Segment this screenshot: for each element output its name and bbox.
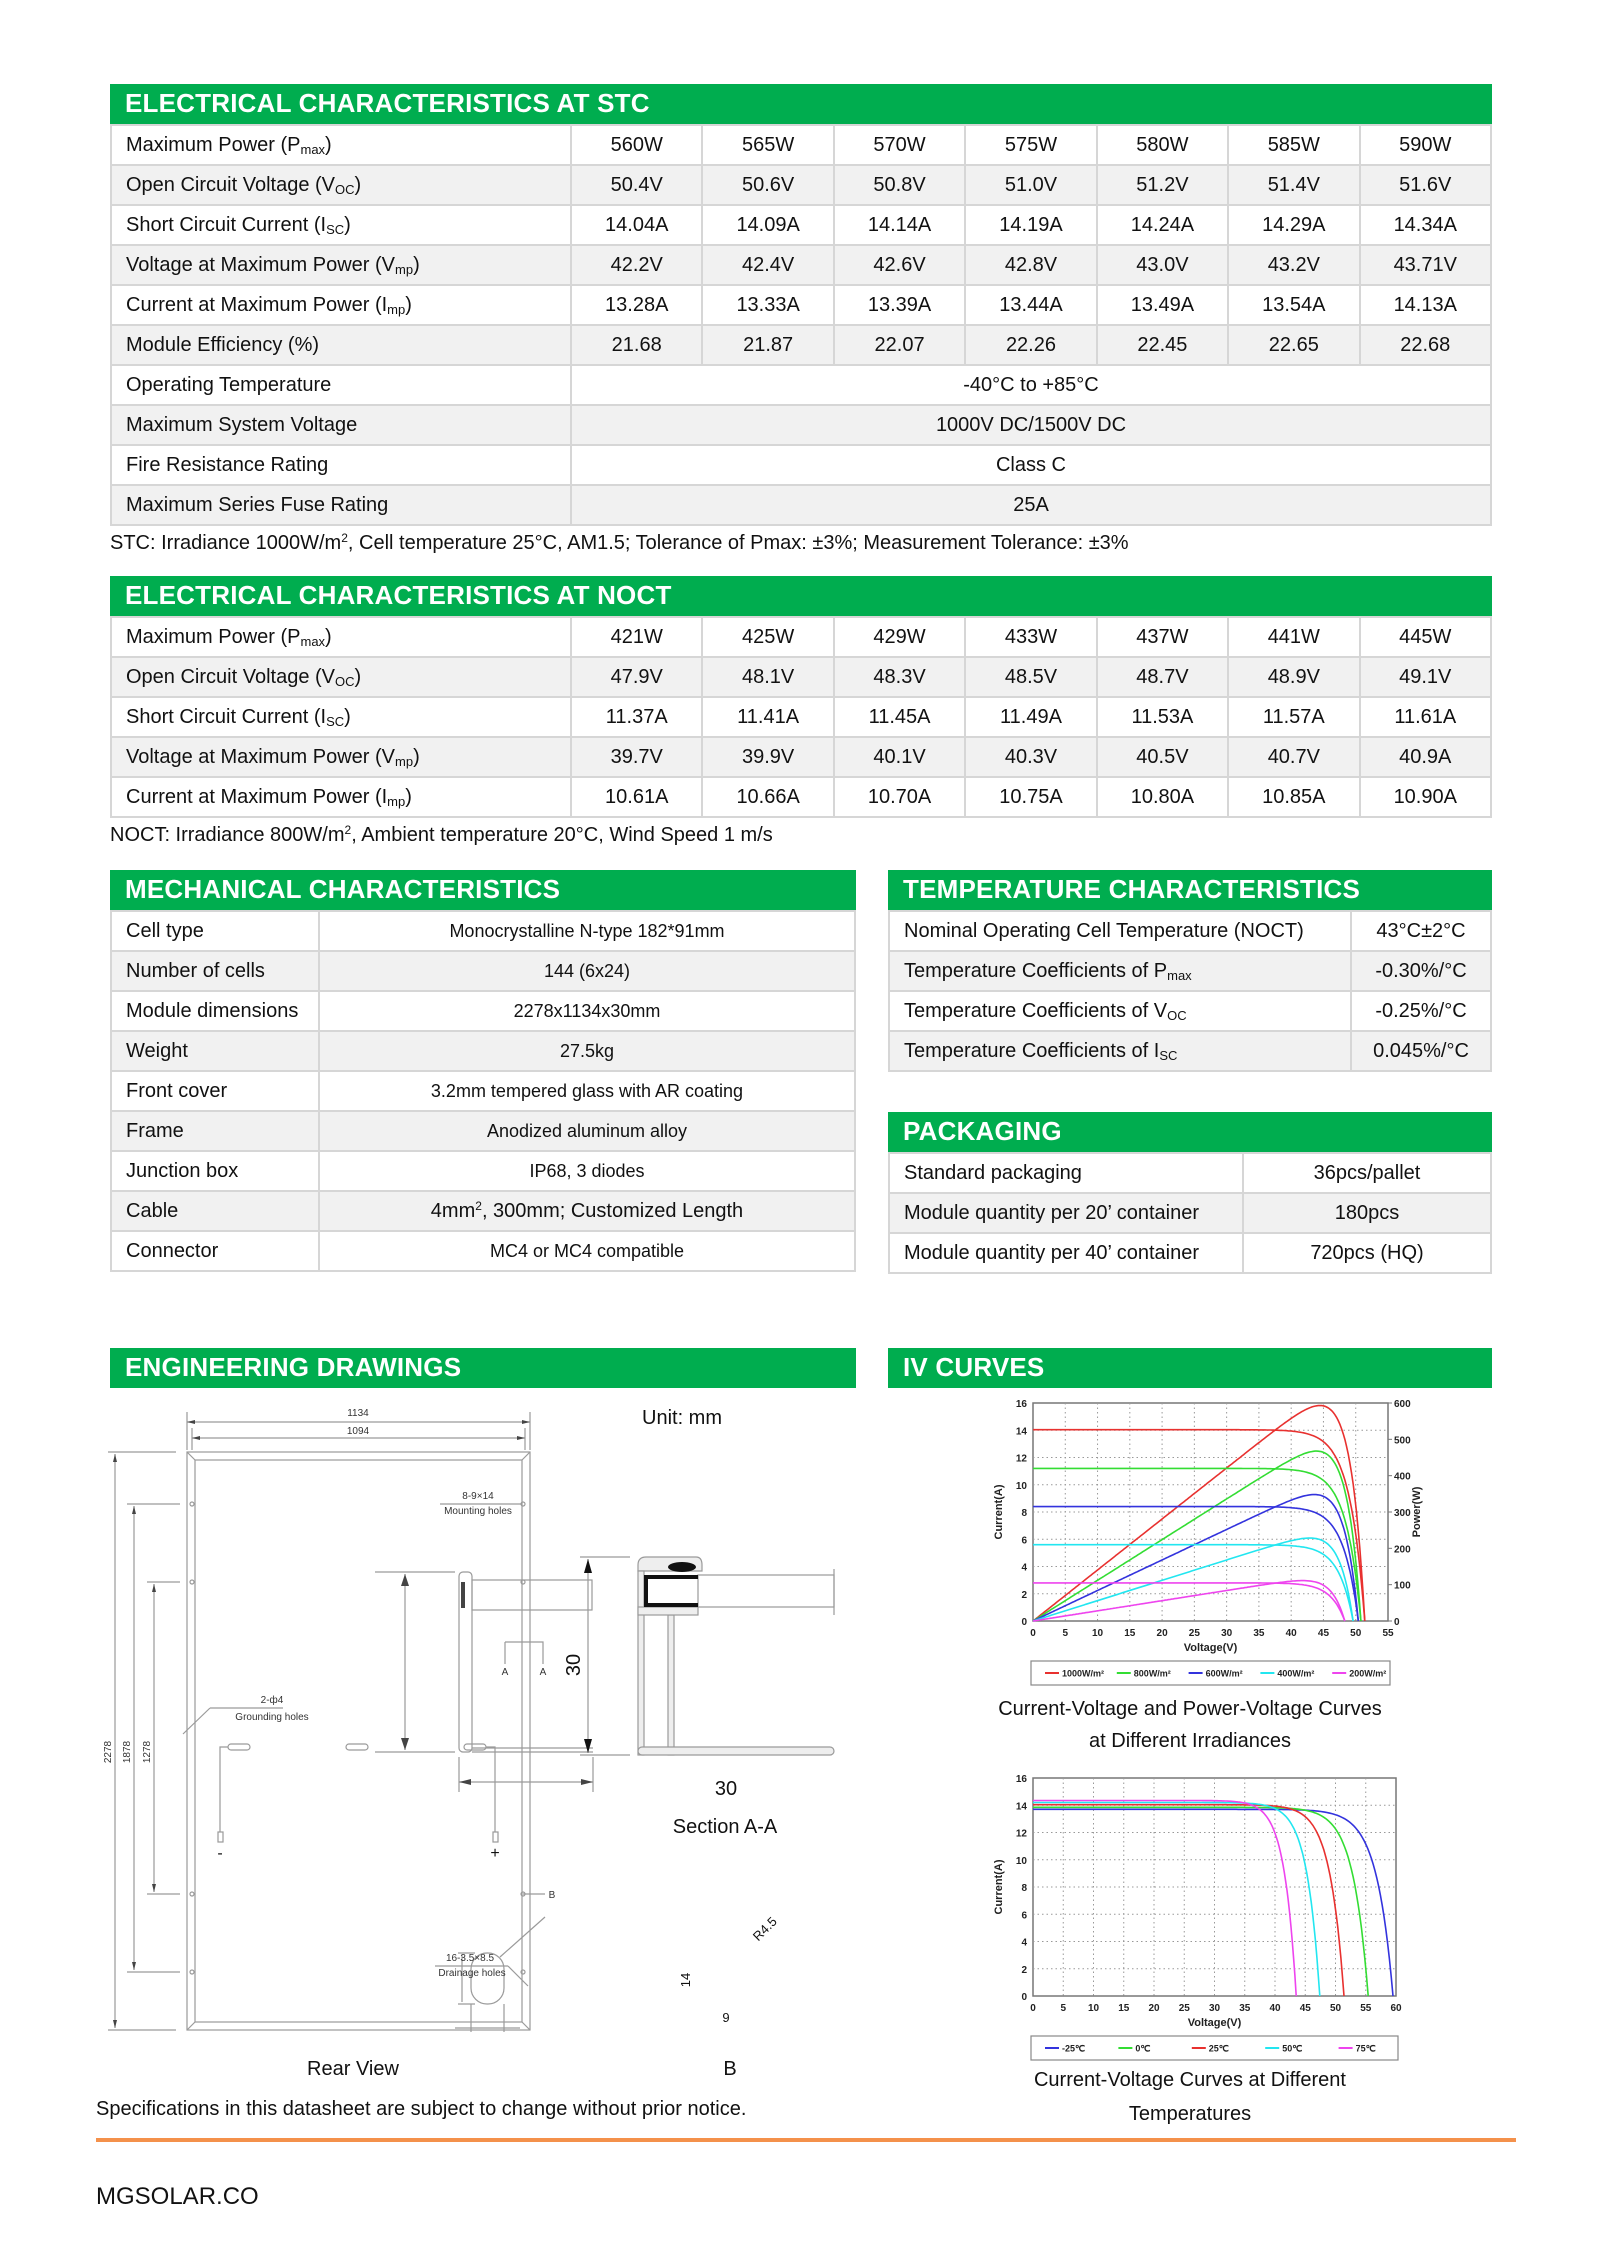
- b-marker: B: [548, 1890, 556, 1901]
- y-tick-label: 12: [1015, 1828, 1027, 1840]
- value-cell: 40.9A: [1360, 737, 1491, 777]
- value-cell: 590W: [1360, 125, 1491, 165]
- y-tick-label: 8: [1021, 1883, 1027, 1894]
- section-marker-a-left: A: [501, 1667, 509, 1678]
- table-row: [889, 1193, 1491, 1233]
- value-cell: 40.7V: [1228, 737, 1359, 777]
- value-cell: 585W: [1228, 125, 1359, 165]
- value-cell: IP68, 3 diodes: [319, 1151, 855, 1191]
- rear-frame-outer: [187, 1452, 530, 2030]
- value-cell: 14.34A: [1360, 205, 1491, 245]
- table-row: [111, 911, 855, 951]
- y-tick-label: 0: [1021, 1617, 1027, 1628]
- x-tick-label: 10: [1091, 1628, 1104, 1639]
- legend-label: 200W/m²: [1349, 1668, 1387, 1679]
- row-label: Voltage at Maximum Power $(V_{mp})$: [111, 737, 571, 777]
- section-marker-a-right: A: [539, 1667, 547, 1678]
- value-cell: 14.29A: [1228, 205, 1359, 245]
- row-label: Nominal Operating Cell Temperature (NOCT): [889, 911, 1351, 951]
- x-tick-label: 30: [1208, 2003, 1221, 2014]
- row-label: Maximum Power $(P_{max})$: [111, 617, 571, 657]
- legend-label: 1000W/m²: [1062, 1668, 1105, 1679]
- value-cell: 51.4V: [1228, 165, 1359, 205]
- value-cell: 27.5kg: [319, 1031, 855, 1071]
- value-cell: 421W: [571, 617, 702, 657]
- b-width: 9: [722, 2010, 730, 2025]
- row-label: Junction box: [111, 1151, 319, 1191]
- x-tick-label: 0: [1030, 1628, 1036, 1639]
- value-cell: 43°C±2°C: [1351, 911, 1491, 951]
- stc-section: [110, 84, 1492, 555]
- value-cell: 51.6V: [1360, 165, 1491, 205]
- x-tick-label: 20: [1148, 2003, 1160, 2014]
- y-tick-label: 8: [1021, 1508, 1027, 1519]
- y-tick-label: 16: [1015, 1774, 1027, 1785]
- minus-terminal: -: [217, 1845, 223, 1862]
- value-cell: 48.5V: [965, 657, 1096, 697]
- table-row: [111, 285, 1491, 325]
- legend-label: 600W/m²: [1205, 1668, 1243, 1679]
- noct-note: NOCT: Irradiance $800W/m^2$, Ambient temperature 20°C, Wind Speed 1 m/s: [110, 823, 773, 846]
- row-label: Module quantity per 20’ container: [889, 1193, 1243, 1233]
- x-tick-label: 45: [1317, 1628, 1330, 1639]
- temperature-section: [888, 870, 1492, 1072]
- value-cell: -40°C to +85°C: [571, 365, 1491, 405]
- stc-title: ELECTRICAL CHARACTERISTICS AT STC: [110, 84, 1492, 124]
- table-row: [111, 445, 1491, 485]
- row-label: Weight: [111, 1031, 319, 1071]
- y2-tick-label: 0: [1394, 1617, 1400, 1628]
- stc-table: [110, 124, 1492, 526]
- value-cell: 51.2V: [1097, 165, 1228, 205]
- table-row: [111, 205, 1491, 245]
- value-cell: Monocrystalline N-type 182*91mm: [319, 911, 855, 951]
- value-cell: 14.04A: [571, 205, 702, 245]
- y-tick-label: 10: [1015, 1855, 1027, 1867]
- packaging-section: [888, 1112, 1492, 1274]
- value-cell: 180pcs: [1243, 1193, 1491, 1233]
- y-tick-label: 14: [1015, 1426, 1027, 1438]
- value-cell: 48.9V: [1228, 657, 1359, 697]
- value-cell: 50.6V: [702, 165, 833, 205]
- x-tick-label: 55: [1382, 1628, 1394, 1639]
- value-cell: 22.07: [834, 325, 965, 365]
- iv-curves-title: IV CURVES: [888, 1348, 1492, 1388]
- table-row: [889, 1233, 1491, 1273]
- row-label: Maximum Power $(P_{max})$: [111, 125, 571, 165]
- temperature-table: [888, 910, 1492, 1072]
- value-cell: 14.09A: [702, 205, 833, 245]
- value-cell: 14.14A: [834, 205, 965, 245]
- table-row: [111, 697, 1491, 737]
- table-row: [111, 1031, 855, 1071]
- y-tick-label: 12: [1015, 1453, 1027, 1465]
- value-cell: 10.80A: [1097, 777, 1228, 817]
- legend-label: 0℃: [1135, 2043, 1151, 2054]
- y-tick-label: 6: [1021, 1910, 1027, 1922]
- dim-height-total: 2278: [103, 1740, 114, 1764]
- value-cell: 570W: [834, 125, 965, 165]
- value-cell: 11.37A: [571, 697, 702, 737]
- footer-rule: [96, 2138, 1516, 2142]
- packaging-title: PACKAGING: [888, 1112, 1492, 1152]
- value-cell: 437W: [1097, 617, 1228, 657]
- y-tick-label: 14: [1015, 1801, 1027, 1813]
- table-row: [111, 325, 1491, 365]
- legend-label: -25℃: [1062, 2043, 1086, 2054]
- x-tick-label: 25: [1178, 2003, 1190, 2014]
- b-radius: R4.5: [749, 1913, 780, 1944]
- value-cell: 40.5V: [1097, 737, 1228, 777]
- dim-height-1878: 1878: [122, 1740, 133, 1764]
- value-cell: 25A: [571, 485, 1491, 525]
- table-row: [889, 911, 1491, 951]
- y-axis-label: Current(A): [993, 1859, 1005, 1915]
- row-label: Module dimensions: [111, 991, 319, 1031]
- y-tick-label: 2: [1021, 1964, 1027, 1976]
- rear-frame-inner: [195, 1460, 522, 2022]
- table-row: [111, 1231, 855, 1271]
- noct-title: ELECTRICAL CHARACTERISTICS AT NOCT: [110, 576, 1492, 616]
- table-row: [111, 657, 1491, 697]
- value-cell: 425W: [702, 617, 833, 657]
- x-axis-label: Voltage(V): [1187, 2017, 1242, 2029]
- value-cell: 560W: [571, 125, 702, 165]
- row-label: Front cover: [111, 1071, 319, 1111]
- value-cell: 48.7V: [1097, 657, 1228, 697]
- mechanical-title: MECHANICAL CHARACTERISTICS: [110, 870, 856, 910]
- x-tick-label: 40: [1269, 2003, 1281, 2014]
- value-cell: 1000V DC/1500V DC: [571, 405, 1491, 445]
- section-height: 30: [563, 1653, 585, 1677]
- x-tick-label: 10: [1087, 2003, 1100, 2014]
- row-label: Maximum Series Fuse Rating: [111, 485, 571, 525]
- packaging-table: [888, 1152, 1492, 1274]
- section-profile-drawing: [580, 1555, 850, 1765]
- row-label: Open Circuit Voltage $(V_{OC})$: [111, 657, 571, 697]
- value-cell: 580W: [1097, 125, 1228, 165]
- disclaimer: Specifications in this datasheet are subject to change without prior notice.: [96, 2098, 747, 2120]
- mechanical-table: [110, 910, 856, 1272]
- y-tick-label: 6: [1021, 1535, 1027, 1547]
- row-label: Standard packaging: [889, 1153, 1243, 1193]
- rear-view-label: Rear View: [307, 2058, 399, 2080]
- value-cell: 43.0V: [1097, 245, 1228, 285]
- value-cell: 2278x1134x30mm: [319, 991, 855, 1031]
- x-axis-label: Voltage(V): [1183, 1642, 1238, 1654]
- value-cell: 42.2V: [571, 245, 702, 285]
- table-row: [111, 125, 1491, 165]
- value-cell: 14.24A: [1097, 205, 1228, 245]
- mechanical-section: [110, 870, 856, 1272]
- section-width: 30: [714, 1778, 738, 1800]
- x-tick-label: 5: [1062, 1628, 1069, 1639]
- value-cell: 10.61A: [571, 777, 702, 817]
- value-cell: Anodized aluminum alloy: [319, 1111, 855, 1151]
- value-cell: 42.8V: [965, 245, 1096, 285]
- value-cell: 51.0V: [965, 165, 1096, 205]
- dim-height-1278: 1278: [142, 1740, 153, 1764]
- row-label: Short Circuit Current $(I_{SC})$: [111, 697, 571, 737]
- x-tick-label: 35: [1253, 1628, 1265, 1639]
- drainage-spec: 16-3.5×8.5: [445, 1953, 495, 1964]
- y-axis-label: Current(A): [993, 1484, 1005, 1540]
- row-label: Connector: [111, 1231, 319, 1271]
- value-cell: Class C: [571, 445, 1491, 485]
- x-tick-label: 0: [1030, 2003, 1036, 2014]
- value-cell: 13.49A: [1097, 285, 1228, 325]
- value-cell: 441W: [1228, 617, 1359, 657]
- row-label: Temperature Coefficients of $I_{SC}$: [889, 1031, 1351, 1071]
- x-tick-label: 5: [1060, 2003, 1067, 2014]
- table-row: [889, 951, 1491, 991]
- x-tick-label: 60: [1390, 2003, 1402, 2014]
- table-row: [111, 405, 1491, 445]
- x-tick-label: 45: [1299, 2003, 1311, 2014]
- x-tick-label: 50: [1350, 1628, 1362, 1639]
- y2-tick-label: 200: [1394, 1544, 1411, 1556]
- table-row: [111, 1191, 855, 1231]
- temperature-chart: [988, 1770, 1432, 2070]
- y-tick-label: 4: [1021, 1937, 1027, 1949]
- x-tick-label: 35: [1239, 2003, 1251, 2014]
- value-cell: $4mm^2$, 300mm; Customized Length: [319, 1191, 855, 1231]
- value-cell: 144 (6x24): [319, 951, 855, 991]
- row-label: Current at Maximum Power $(I_{mp})$: [111, 777, 571, 817]
- brand-footer: MGSOLAR.CO: [96, 2183, 259, 2210]
- grounding-label: Grounding holes: [235, 1712, 309, 1723]
- value-cell: 11.49A: [965, 697, 1096, 737]
- value-cell: 48.1V: [702, 657, 833, 697]
- legend-label: 25℃: [1208, 2043, 1229, 2054]
- y2-tick-label: 300: [1394, 1508, 1411, 1519]
- table-row: [111, 365, 1491, 405]
- b-label: B: [723, 2058, 737, 2080]
- unit-label: Unit: mm: [642, 1407, 722, 1429]
- value-cell: 50.8V: [834, 165, 965, 205]
- value-cell: 720pcs (HQ): [1243, 1233, 1491, 1273]
- value-cell: 11.53A: [1097, 697, 1228, 737]
- value-cell: 3.2mm tempered glass with AR coating: [319, 1071, 855, 1111]
- x-tick-label: 30: [1221, 1628, 1233, 1639]
- value-cell: 11.61A: [1360, 697, 1491, 737]
- dim-width-outer: 1134: [347, 1408, 369, 1419]
- section-label: Section A-A: [672, 1816, 778, 1838]
- value-cell: 49.1V: [1360, 657, 1491, 697]
- irradiance-chart-caption: Current-Voltage and Power-Voltage Curves at Different Irradiances: [998, 1698, 1382, 1752]
- row-label: Temperature Coefficients of $P_{max}$: [889, 951, 1351, 991]
- x-tick-label: 15: [1124, 1628, 1136, 1639]
- value-cell: 565W: [702, 125, 833, 165]
- legend-label: 75℃: [1355, 2043, 1376, 2054]
- row-label: Module Efficiency (%): [111, 325, 571, 365]
- temperature-title: TEMPERATURE CHARACTERISTICS: [888, 870, 1492, 910]
- table-row: [111, 245, 1491, 285]
- value-cell: -0.25%/°C: [1351, 991, 1491, 1031]
- noct-table: [110, 616, 1492, 818]
- row-label: Voltage at Maximum Power $(V_{mp})$: [111, 245, 571, 285]
- stc-note: STC: Irradiance $1000W/m^2$, Cell temperature 25°C, AM1.5; Tolerance of Pmax: ±3%; Measurement Tolerance: ±3%: [110, 531, 1129, 554]
- table-row: [889, 1153, 1491, 1193]
- table-row: [111, 485, 1491, 525]
- value-cell: 39.9V: [702, 737, 833, 777]
- value-cell: 43.71V: [1360, 245, 1491, 285]
- table-row: [889, 991, 1491, 1031]
- value-cell: -0.30%/°C: [1351, 951, 1491, 991]
- row-label: Open Circuit Voltage $(V_{OC})$: [111, 165, 571, 205]
- value-cell: 43.2V: [1228, 245, 1359, 285]
- table-row: [111, 165, 1491, 205]
- mounting-spec: 8-9×14: [462, 1491, 494, 1502]
- value-cell: 575W: [965, 125, 1096, 165]
- row-label: Fire Resistance Rating: [111, 445, 571, 485]
- value-cell: 14.13A: [1360, 285, 1491, 325]
- value-cell: 36pcs/pallet: [1243, 1153, 1491, 1193]
- drawings-title: ENGINEERING DRAWINGS: [110, 1348, 856, 1388]
- value-cell: 21.87: [702, 325, 833, 365]
- y-tick-label: 2: [1021, 1589, 1027, 1601]
- value-cell: 42.6V: [834, 245, 965, 285]
- value-cell: 22.26: [965, 325, 1096, 365]
- value-cell: 433W: [965, 617, 1096, 657]
- value-cell: 40.3V: [965, 737, 1096, 777]
- value-cell: 445W: [1360, 617, 1491, 657]
- x-tick-label: 50: [1329, 2003, 1342, 2014]
- value-cell: 11.45A: [834, 697, 965, 737]
- value-cell: 22.68: [1360, 325, 1491, 365]
- value-cell: 10.90A: [1360, 777, 1491, 817]
- value-cell: 40.1V: [834, 737, 965, 777]
- value-cell: 13.28A: [571, 285, 702, 325]
- value-cell: 13.39A: [834, 285, 965, 325]
- table-row: [111, 737, 1491, 777]
- row-label: Frame: [111, 1111, 319, 1151]
- table-row: [111, 991, 855, 1031]
- noct-section: [110, 576, 1492, 847]
- value-cell: 13.33A: [702, 285, 833, 325]
- x-tick-label: 25: [1188, 1628, 1200, 1639]
- row-label: Current at Maximum Power $(I_{mp})$: [111, 285, 571, 325]
- row-label: Maximum System Voltage: [111, 405, 571, 445]
- row-label: Cell type: [111, 911, 319, 951]
- value-cell: 13.44A: [965, 285, 1096, 325]
- value-cell: 10.85A: [1228, 777, 1359, 817]
- x-tick-label: 20: [1156, 1628, 1168, 1639]
- value-cell: 0.045%/°C: [1351, 1031, 1491, 1071]
- x-tick-label: 15: [1118, 2003, 1130, 2014]
- value-cell: MC4 or MC4 compatible: [319, 1231, 855, 1271]
- row-label: Operating Temperature: [111, 365, 571, 405]
- grounding-spec: 2-ф4: [260, 1695, 284, 1706]
- dim-width-inner: 1094: [346, 1426, 370, 1437]
- drainage-label: Drainage holes: [438, 1968, 506, 1979]
- value-cell: 10.66A: [702, 777, 833, 817]
- y-tick-label: 4: [1021, 1562, 1027, 1574]
- y2-tick-label: 600: [1394, 1399, 1411, 1410]
- value-cell: 42.4V: [702, 245, 833, 285]
- y2-tick-label: 400: [1394, 1471, 1411, 1483]
- row-label: Temperature Coefficients of $V_{OC}$: [889, 991, 1351, 1031]
- table-row: [111, 777, 1491, 817]
- row-label: Cable: [111, 1191, 319, 1231]
- legend-label: 800W/m²: [1133, 1668, 1171, 1679]
- temperature-chart-caption: Current-Voltage Curves at Different Temperatures: [1033, 2069, 1346, 2125]
- value-cell: 50.4V: [571, 165, 702, 205]
- table-row: [111, 1151, 855, 1191]
- value-cell: 10.75A: [965, 777, 1096, 817]
- value-cell: 13.54A: [1228, 285, 1359, 325]
- value-cell: 21.68: [571, 325, 702, 365]
- y-tick-label: 10: [1015, 1480, 1027, 1492]
- legend-label: 400W/m²: [1277, 1668, 1315, 1679]
- row-label: Short Circuit Current $(I_{SC})$: [111, 205, 571, 245]
- table-row: [111, 617, 1491, 657]
- table-row: [111, 951, 855, 991]
- legend-label: 50℃: [1282, 2043, 1303, 2054]
- table-row: [889, 1031, 1491, 1071]
- table-row: [111, 1111, 855, 1151]
- value-cell: 10.70A: [834, 777, 965, 817]
- x-tick-label: 40: [1285, 1628, 1297, 1639]
- value-cell: 22.65: [1228, 325, 1359, 365]
- row-label: Number of cells: [111, 951, 319, 991]
- value-cell: 429W: [834, 617, 965, 657]
- y2-axis-label: Power(W): [1411, 1486, 1423, 1538]
- value-cell: 22.45: [1097, 325, 1228, 365]
- b-height: 14: [678, 1972, 693, 1988]
- value-cell: 11.57A: [1228, 697, 1359, 737]
- value-cell: 11.41A: [702, 697, 833, 737]
- value-cell: 39.7V: [571, 737, 702, 777]
- plus-terminal: +: [490, 1845, 500, 1862]
- table-row: [111, 1071, 855, 1111]
- value-cell: 47.9V: [571, 657, 702, 697]
- y-tick-label: 16: [1015, 1399, 1027, 1410]
- mounting-label: Mounting holes: [444, 1506, 512, 1517]
- y-tick-label: 0: [1021, 1992, 1027, 2003]
- y2-tick-label: 500: [1394, 1435, 1411, 1447]
- value-cell: 48.3V: [834, 657, 965, 697]
- value-cell: 14.19A: [965, 205, 1096, 245]
- y2-tick-label: 100: [1394, 1580, 1411, 1592]
- row-label: Module quantity per 40’ container: [889, 1233, 1243, 1273]
- irradiance-chart: [988, 1395, 1432, 1695]
- x-tick-label: 55: [1360, 2003, 1372, 2014]
